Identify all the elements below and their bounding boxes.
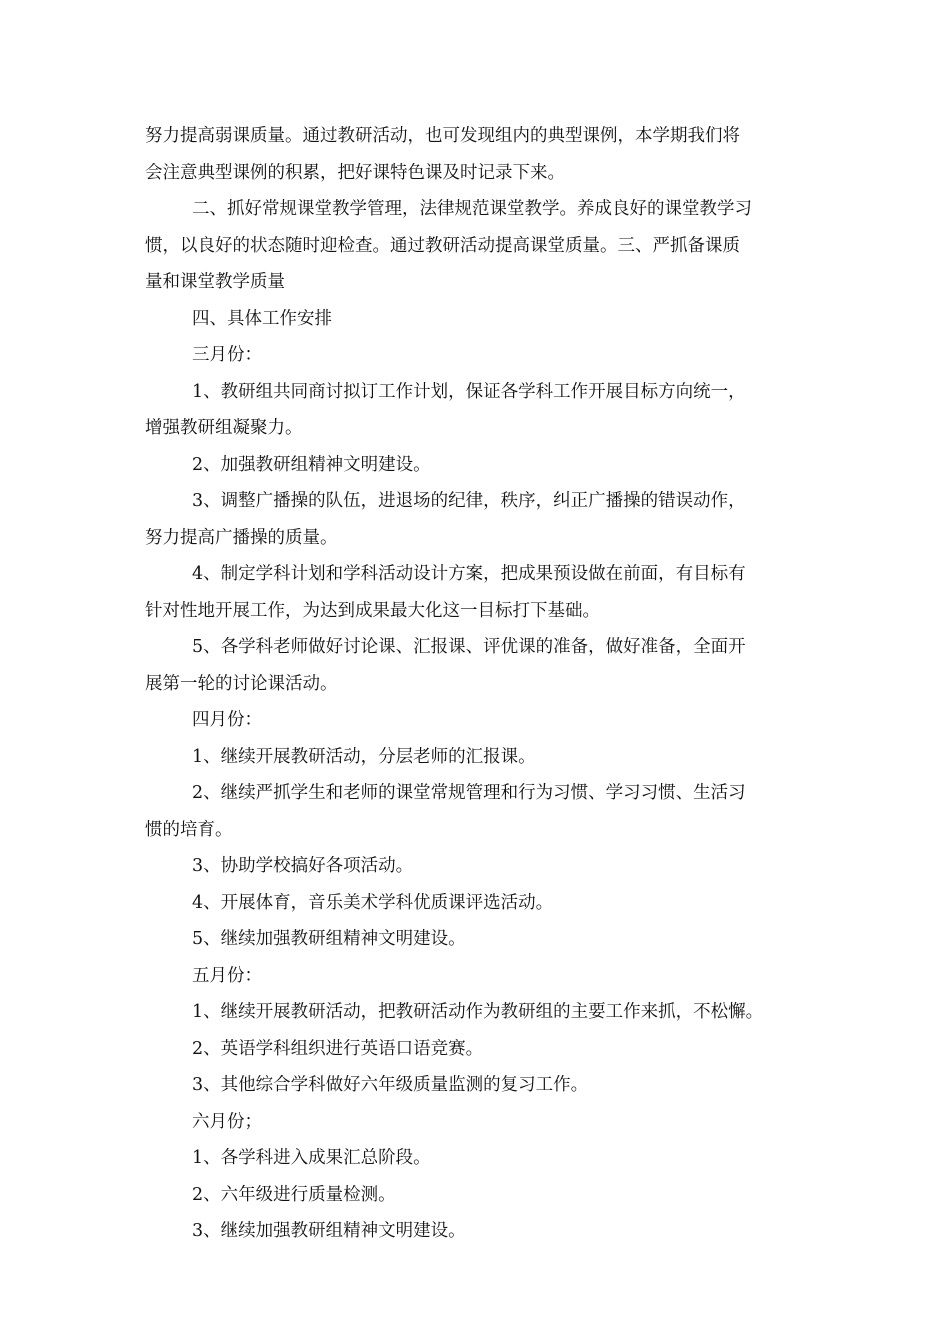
list-item: 1、各学科进入成果汇总阶段。 xyxy=(192,1148,431,1168)
text-line: 惯的培育。 xyxy=(145,819,233,840)
text-line: 展第一轮的讨论课活动。 xyxy=(145,673,338,694)
section-heading: 四、具体工作安排 xyxy=(192,308,332,329)
list-item: 2、加强教研组精神文明建设。 xyxy=(192,454,431,475)
list-item: 2、六年级进行质量检测。 xyxy=(192,1184,396,1205)
list-item: 1、教研组共同商讨拟订工作计划，保证各学科工作开展目标方向统一， xyxy=(192,381,746,402)
list-item: 4、制定学科计划和学科活动设计方案，把成果预设做在前面，有目标有 xyxy=(192,564,746,584)
list-item: 3、继续加强教研组精神文明建设。 xyxy=(192,1221,466,1241)
text-line: 会注意典型课例的积累，把好课特色课及时记录下来。 xyxy=(145,162,565,183)
month-heading: 六月份； xyxy=(192,1111,262,1132)
list-item: 3、协助学校搞好各项活动。 xyxy=(192,856,414,876)
list-item: 1、继续开展教研活动，把教研活动作为教研组的主要工作来抓，不松懈。 xyxy=(192,1002,764,1022)
list-item: 1、继续开展教研活动，分层老师的汇报课。 xyxy=(192,746,536,767)
text-line: 增强教研组凝聚力。 xyxy=(145,418,303,438)
list-item: 5、各学科老师做好讨论课、汇报课、评优课的准备，做好准备，全面开 xyxy=(192,637,746,657)
list-item: 2、继续严抓学生和老师的课堂常规管理和行为习惯、学习习惯、生活习 xyxy=(192,783,746,803)
text-line: 惯，以良好的状态随时迎检查。通过教研活动提高课堂质量。三、严抓备课质 xyxy=(145,235,740,256)
text-line: 努力提高广播操的质量。 xyxy=(145,527,338,548)
document-page xyxy=(145,118,810,1250)
list-item: 4、开展体育，音乐美术学科优质课评选活动。 xyxy=(192,892,554,913)
list-item: 3、其他综合学科做好六年级质量监测的复习工作。 xyxy=(192,1075,589,1095)
text-line: 量和课堂教学质量 xyxy=(145,272,285,292)
list-item: 3、调整广播操的队伍，进退场的纪律，秩序，纠正广播操的错误动作， xyxy=(192,491,746,511)
list-item: 2、英语学科组织进行英语口语竞赛。 xyxy=(192,1038,484,1059)
text-line: 针对性地开展工作，为达到成果最大化这一目标打下基础。 xyxy=(145,600,600,621)
month-heading: 五月份： xyxy=(192,965,262,986)
month-heading: 三月份： xyxy=(192,345,262,365)
list-item: 5、继续加强教研组精神文明建设。 xyxy=(192,929,466,949)
month-heading: 四月份： xyxy=(192,710,262,730)
text-line: 二、抓好常规课堂教学管理，法律规范课堂教学。养成良好的课堂教学习 xyxy=(192,199,752,219)
text-line: 努力提高弱课质量。通过教研活动，也可发现组内的典型课例，本学期我们将 xyxy=(145,126,740,146)
